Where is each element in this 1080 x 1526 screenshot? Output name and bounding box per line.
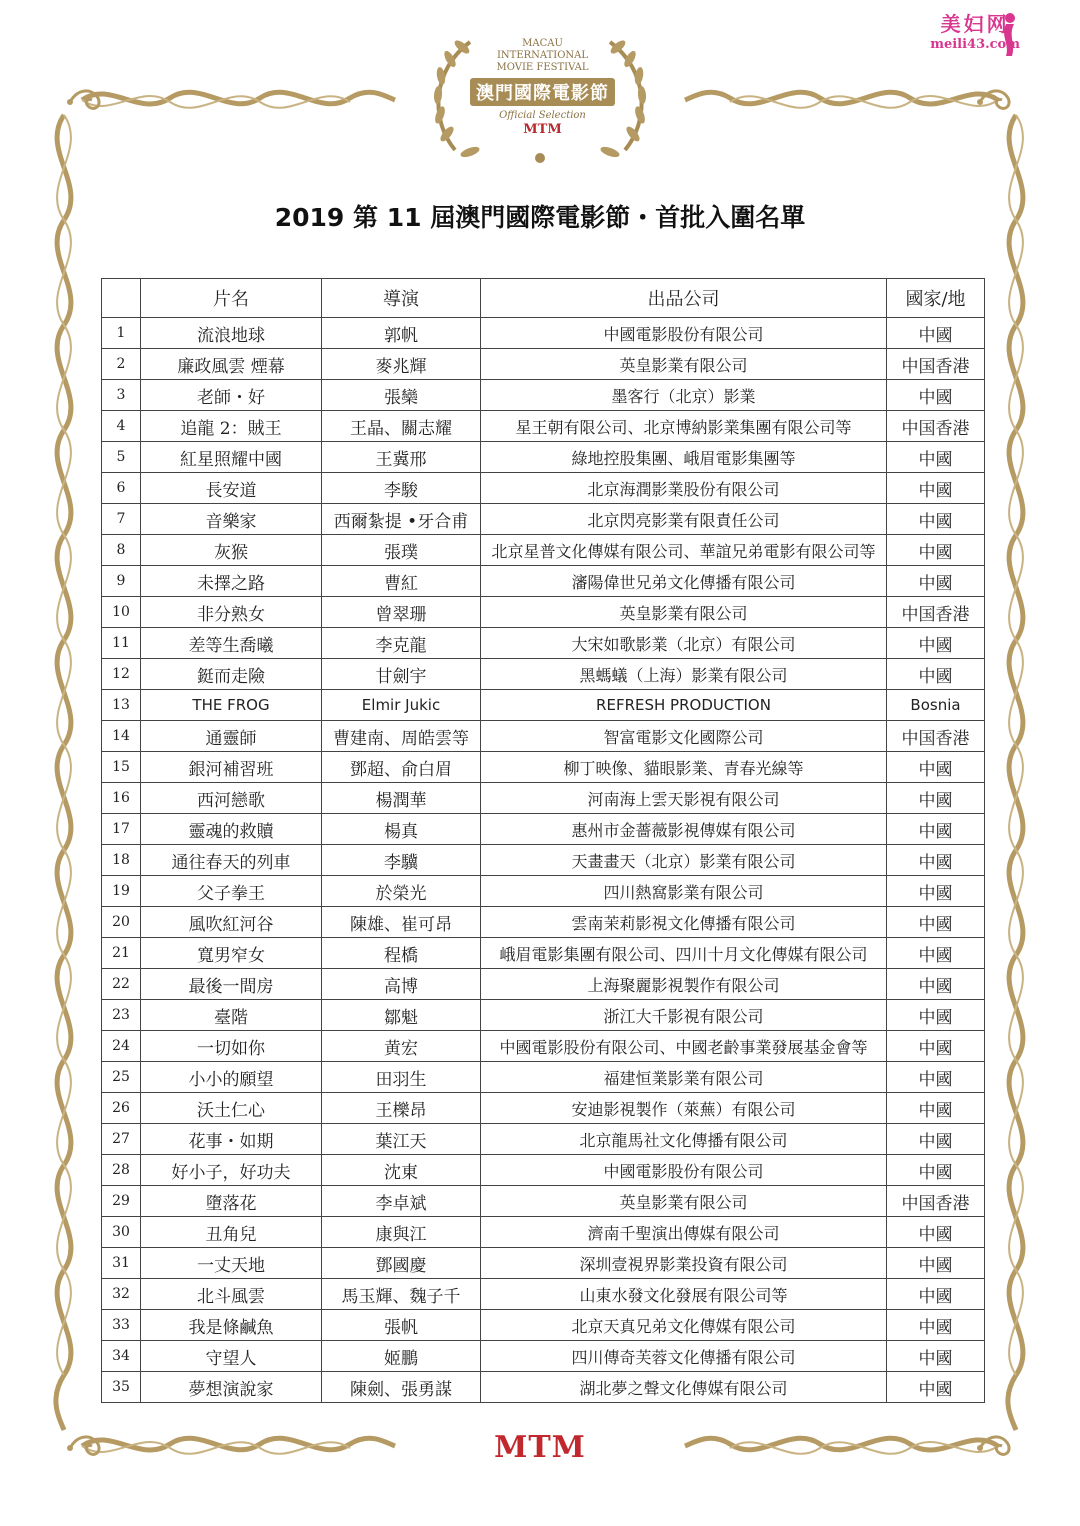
film-title: 未擇之路 bbox=[141, 566, 322, 597]
director: 李駿 bbox=[322, 473, 481, 504]
director: 張帆 bbox=[322, 1310, 481, 1341]
production-company: 星王朝有限公司、北京博納影業集團有限公司等 bbox=[481, 411, 887, 442]
table-row bbox=[102, 1000, 985, 1031]
production-company: 湖北夢之聲文化傳媒有限公司 bbox=[481, 1372, 887, 1403]
director: 李卓斌 bbox=[322, 1186, 481, 1217]
production-company: 黑螞蟻（上海）影業有限公司 bbox=[481, 659, 887, 690]
film-title: 通靈師 bbox=[141, 721, 322, 752]
country: 中國 bbox=[887, 380, 985, 411]
table-row bbox=[102, 473, 985, 504]
table-row bbox=[102, 876, 985, 907]
production-company: 河南海上雲天影視有限公司 bbox=[481, 783, 887, 814]
row-number: 27 bbox=[102, 1124, 141, 1155]
production-company: 北京龍馬社文化傳播有限公司 bbox=[481, 1124, 887, 1155]
film-title: 紅星照耀中國 bbox=[141, 442, 322, 473]
film-title: 廉政風雲 煙幕 bbox=[141, 349, 322, 380]
film-title: 流浪地球 bbox=[141, 318, 322, 349]
production-company: 大宋如歌影業（北京）有限公司 bbox=[481, 628, 887, 659]
country: 中國 bbox=[887, 1310, 985, 1341]
production-company: 浙江大千影視有限公司 bbox=[481, 1000, 887, 1031]
film-title: 守望人 bbox=[141, 1341, 322, 1372]
country: 中國 bbox=[887, 504, 985, 535]
selection-table bbox=[101, 278, 985, 1403]
row-number: 4 bbox=[102, 411, 141, 442]
director: 陳劍、張勇謀 bbox=[322, 1372, 481, 1403]
table-row bbox=[102, 969, 985, 1000]
table-row bbox=[102, 349, 985, 380]
table-row bbox=[102, 938, 985, 969]
director: 姬鵬 bbox=[322, 1341, 481, 1372]
film-title: 靈魂的救贖 bbox=[141, 814, 322, 845]
row-number: 32 bbox=[102, 1279, 141, 1310]
director: 李驥 bbox=[322, 845, 481, 876]
production-company: REFRESH PRODUCTION bbox=[481, 690, 887, 721]
page-title: 2019 第 11 屆澳門國際電影節・首批入圍名單 bbox=[274, 203, 806, 232]
header-index bbox=[102, 279, 141, 318]
production-company: 四川熱窩影業有限公司 bbox=[481, 876, 887, 907]
production-company: 惠州市金薔薇影視傳媒有限公司 bbox=[481, 814, 887, 845]
country: 中國 bbox=[887, 907, 985, 938]
row-number: 31 bbox=[102, 1248, 141, 1279]
country: 中國 bbox=[887, 814, 985, 845]
row-number: 19 bbox=[102, 876, 141, 907]
row-number: 24 bbox=[102, 1031, 141, 1062]
header-country: 國家/地 bbox=[887, 279, 985, 318]
country: 中國 bbox=[887, 1341, 985, 1372]
director: 張璞 bbox=[322, 535, 481, 566]
table-row bbox=[102, 783, 985, 814]
film-title: 沃土仁心 bbox=[141, 1093, 322, 1124]
director: 楊潤華 bbox=[322, 783, 481, 814]
production-company: 福建恒業影業有限公司 bbox=[481, 1062, 887, 1093]
header-film-title: 片名 bbox=[141, 279, 322, 318]
top-right-scroll bbox=[685, 92, 998, 108]
row-number: 2 bbox=[102, 349, 141, 380]
production-company: 峨眉電影集團有限公司、四川十月文化傳媒有限公司 bbox=[481, 938, 887, 969]
film-title: 鋌而走險 bbox=[141, 659, 322, 690]
header-production-company: 出品公司 bbox=[481, 279, 887, 318]
film-title: 非分熟女 bbox=[141, 597, 322, 628]
table-row bbox=[102, 907, 985, 938]
director: 高博 bbox=[322, 969, 481, 1000]
production-company: 墨客行（北京）影業 bbox=[481, 380, 887, 411]
director: 沈東 bbox=[322, 1155, 481, 1186]
table-row bbox=[102, 690, 985, 721]
production-company: 雲南茉莉影視文化傳播有限公司 bbox=[481, 907, 887, 938]
director: 張欒 bbox=[322, 380, 481, 411]
emblem-chinese-name: 澳門國際電影節 bbox=[470, 78, 615, 106]
table-row bbox=[102, 411, 985, 442]
director: 王晶、關志耀 bbox=[322, 411, 481, 442]
production-company: 中國電影股份有限公司、中國老齡事業發展基金會等 bbox=[481, 1031, 887, 1062]
table-row bbox=[102, 535, 985, 566]
country: 中國 bbox=[887, 1248, 985, 1279]
film-title: 我是條鹹魚 bbox=[141, 1310, 322, 1341]
director: 郭帆 bbox=[322, 318, 481, 349]
table-row bbox=[102, 845, 985, 876]
director: 陳雄、崔可昂 bbox=[322, 907, 481, 938]
row-number: 29 bbox=[102, 1186, 141, 1217]
table-row bbox=[102, 1186, 985, 1217]
country: 中國 bbox=[887, 783, 985, 814]
header-director: 導演 bbox=[322, 279, 481, 318]
production-company: 濟南千聖演出傳媒有限公司 bbox=[481, 1217, 887, 1248]
director: 程橋 bbox=[322, 938, 481, 969]
table-row bbox=[102, 1279, 985, 1310]
emblem-line-1: MACAU bbox=[522, 38, 563, 49]
production-company: 上海聚麗影視製作有限公司 bbox=[481, 969, 887, 1000]
table-row bbox=[102, 566, 985, 597]
table-row bbox=[102, 597, 985, 628]
production-company: 英皇影業有限公司 bbox=[481, 1186, 887, 1217]
film-title: 寬男窄女 bbox=[141, 938, 322, 969]
table-row bbox=[102, 1248, 985, 1279]
film-title: 最後一間房 bbox=[141, 969, 322, 1000]
row-number: 17 bbox=[102, 814, 141, 845]
row-number: 14 bbox=[102, 721, 141, 752]
film-title: 音樂家 bbox=[141, 504, 322, 535]
row-number: 34 bbox=[102, 1341, 141, 1372]
director: 康與江 bbox=[322, 1217, 481, 1248]
film-title: 墮落花 bbox=[141, 1186, 322, 1217]
table-row bbox=[102, 318, 985, 349]
director: 甘劍宇 bbox=[322, 659, 481, 690]
film-title: 一丈天地 bbox=[141, 1248, 322, 1279]
country: 中國 bbox=[887, 1062, 985, 1093]
country: 中國 bbox=[887, 1093, 985, 1124]
director: 曾翠珊 bbox=[322, 597, 481, 628]
row-number: 22 bbox=[102, 969, 141, 1000]
director: 王冀邢 bbox=[322, 442, 481, 473]
film-title: 父子拳王 bbox=[141, 876, 322, 907]
production-company: 安迪影視製作（萊蕪）有限公司 bbox=[481, 1093, 887, 1124]
row-number: 5 bbox=[102, 442, 141, 473]
row-number: 12 bbox=[102, 659, 141, 690]
row-number: 33 bbox=[102, 1310, 141, 1341]
table-row bbox=[102, 1093, 985, 1124]
row-number: 20 bbox=[102, 907, 141, 938]
table-row bbox=[102, 1217, 985, 1248]
production-company: 綠地控股集團、峨眉電影集團等 bbox=[481, 442, 887, 473]
director: 於榮光 bbox=[322, 876, 481, 907]
row-number: 23 bbox=[102, 1000, 141, 1031]
row-number: 26 bbox=[102, 1093, 141, 1124]
film-title: 風吹紅河谷 bbox=[141, 907, 322, 938]
row-number: 30 bbox=[102, 1217, 141, 1248]
row-number: 21 bbox=[102, 938, 141, 969]
table-row bbox=[102, 1341, 985, 1372]
country: 中國 bbox=[887, 442, 985, 473]
row-number: 7 bbox=[102, 504, 141, 535]
film-title: THE FROG bbox=[141, 690, 322, 721]
production-company: 智富電影文化國際公司 bbox=[481, 721, 887, 752]
country: 中国香港 bbox=[887, 411, 985, 442]
country: 中國 bbox=[887, 473, 985, 504]
director: 麥兆輝 bbox=[322, 349, 481, 380]
emblem-line-2: INTERNATIONAL bbox=[496, 50, 589, 61]
film-title: 銀河補習班 bbox=[141, 752, 322, 783]
table-row bbox=[102, 1372, 985, 1403]
production-company: 北京星普文化傳媒有限公司、華誼兄弟電影有限公司等 bbox=[481, 535, 887, 566]
film-title: 老師・好 bbox=[141, 380, 322, 411]
table-header-row bbox=[102, 279, 985, 318]
country: 中國 bbox=[887, 1372, 985, 1403]
film-title: 追龍 2：賊王 bbox=[141, 411, 322, 442]
director: 曹建南、周皓雲等 bbox=[322, 721, 481, 752]
left-scroll bbox=[56, 115, 71, 1430]
table-row bbox=[102, 1155, 985, 1186]
footer-mtm-logo: MTM bbox=[494, 1430, 586, 1465]
row-number: 11 bbox=[102, 628, 141, 659]
emblem-line-3: MOVIE FESTIVAL bbox=[496, 62, 589, 73]
director: 馬玉輝、魏子千 bbox=[322, 1279, 481, 1310]
watermark-site: meili43.com bbox=[930, 37, 1020, 52]
film-title: 北斗風雲 bbox=[141, 1279, 322, 1310]
table-row bbox=[102, 721, 985, 752]
country: 中國 bbox=[887, 1155, 985, 1186]
table-row bbox=[102, 752, 985, 783]
country: 中国香港 bbox=[887, 349, 985, 380]
film-title: 通往春天的列車 bbox=[141, 845, 322, 876]
production-company: 中國電影股份有限公司 bbox=[481, 318, 887, 349]
table-row bbox=[102, 380, 985, 411]
film-title: 丑角兒 bbox=[141, 1217, 322, 1248]
table-row bbox=[102, 1124, 985, 1155]
production-company: 天畫畫天（北京）影業有限公司 bbox=[481, 845, 887, 876]
country: 中国香港 bbox=[887, 1186, 985, 1217]
film-title: 臺階 bbox=[141, 1000, 322, 1031]
production-company: 北京閃亮影業有限責任公司 bbox=[481, 504, 887, 535]
country: 中國 bbox=[887, 628, 985, 659]
row-number: 8 bbox=[102, 535, 141, 566]
table-row bbox=[102, 504, 985, 535]
country: 中國 bbox=[887, 938, 985, 969]
table-row bbox=[102, 1062, 985, 1093]
table-row bbox=[102, 814, 985, 845]
country: Bosnia bbox=[887, 690, 985, 721]
director: 曹紅 bbox=[322, 566, 481, 597]
production-company: 山東水發文化發展有限公司等 bbox=[481, 1279, 887, 1310]
director: 田羽生 bbox=[322, 1062, 481, 1093]
row-number: 35 bbox=[102, 1372, 141, 1403]
emblem-mtm: MTM bbox=[523, 122, 562, 137]
production-company: 四川傳奇芙蓉文化傳播有限公司 bbox=[481, 1341, 887, 1372]
country: 中國 bbox=[887, 1217, 985, 1248]
table-row bbox=[102, 628, 985, 659]
country: 中國 bbox=[887, 876, 985, 907]
watermark-title: 美妇网 bbox=[940, 12, 1010, 36]
country: 中國 bbox=[887, 535, 985, 566]
row-number: 28 bbox=[102, 1155, 141, 1186]
country: 中國 bbox=[887, 1000, 985, 1031]
top-left-scroll bbox=[82, 92, 395, 108]
director: 李克龍 bbox=[322, 628, 481, 659]
film-title: 好小子，好功夫 bbox=[141, 1155, 322, 1186]
director: 王櫟昂 bbox=[322, 1093, 481, 1124]
country: 中國 bbox=[887, 845, 985, 876]
director: 黄宏 bbox=[322, 1031, 481, 1062]
country: 中國 bbox=[887, 752, 985, 783]
row-number: 16 bbox=[102, 783, 141, 814]
film-title: 差等生喬曦 bbox=[141, 628, 322, 659]
row-number: 25 bbox=[102, 1062, 141, 1093]
production-company: 英皇影業有限公司 bbox=[481, 597, 887, 628]
country: 中國 bbox=[887, 659, 985, 690]
director: 楊真 bbox=[322, 814, 481, 845]
production-company: 深圳壹視界影業投資有限公司 bbox=[481, 1248, 887, 1279]
film-title: 長安道 bbox=[141, 473, 322, 504]
country: 中国香港 bbox=[887, 597, 985, 628]
row-number: 18 bbox=[102, 845, 141, 876]
film-title: 小小的願望 bbox=[141, 1062, 322, 1093]
right-scroll bbox=[1008, 115, 1023, 1430]
director: 鄧國慶 bbox=[322, 1248, 481, 1279]
director: Elmir Jukic bbox=[322, 690, 481, 721]
film-title: 西河戀歌 bbox=[141, 783, 322, 814]
country: 中国香港 bbox=[887, 721, 985, 752]
production-company: 中國電影股份有限公司 bbox=[481, 1155, 887, 1186]
row-number: 15 bbox=[102, 752, 141, 783]
row-number: 6 bbox=[102, 473, 141, 504]
festival-emblem bbox=[425, 30, 660, 180]
film-title: 花事・如期 bbox=[141, 1124, 322, 1155]
production-company: 柳丁映像、貓眼影業、青春光線等 bbox=[481, 752, 887, 783]
director: 葉江天 bbox=[322, 1124, 481, 1155]
table-row bbox=[102, 442, 985, 473]
row-number: 1 bbox=[102, 318, 141, 349]
country: 中國 bbox=[887, 566, 985, 597]
row-number: 13 bbox=[102, 690, 141, 721]
film-title: 灰猴 bbox=[141, 535, 322, 566]
row-number: 3 bbox=[102, 380, 141, 411]
film-title: 一切如你 bbox=[141, 1031, 322, 1062]
production-company: 北京海潤影業股份有限公司 bbox=[481, 473, 887, 504]
table-row bbox=[102, 659, 985, 690]
row-number: 10 bbox=[102, 597, 141, 628]
director: 鄧超、俞白眉 bbox=[322, 752, 481, 783]
table-row bbox=[102, 1310, 985, 1341]
emblem-selection: Official Selection bbox=[499, 110, 586, 121]
country: 中國 bbox=[887, 969, 985, 1000]
country: 中國 bbox=[887, 1279, 985, 1310]
country: 中國 bbox=[887, 1124, 985, 1155]
watermark bbox=[930, 8, 1020, 52]
table-body bbox=[102, 318, 985, 1403]
production-company: 瀋陽偉世兄弟文化傳播有限公司 bbox=[481, 566, 887, 597]
country: 中國 bbox=[887, 1031, 985, 1062]
film-title: 夢想演說家 bbox=[141, 1372, 322, 1403]
production-company: 北京天真兄弟文化傳媒有限公司 bbox=[481, 1310, 887, 1341]
country: 中國 bbox=[887, 318, 985, 349]
row-number: 9 bbox=[102, 566, 141, 597]
production-company: 英皇影業有限公司 bbox=[481, 349, 887, 380]
table-row bbox=[102, 1031, 985, 1062]
director: 鄒魁 bbox=[322, 1000, 481, 1031]
director: 西爾紮提 •牙合甫 bbox=[322, 504, 481, 535]
